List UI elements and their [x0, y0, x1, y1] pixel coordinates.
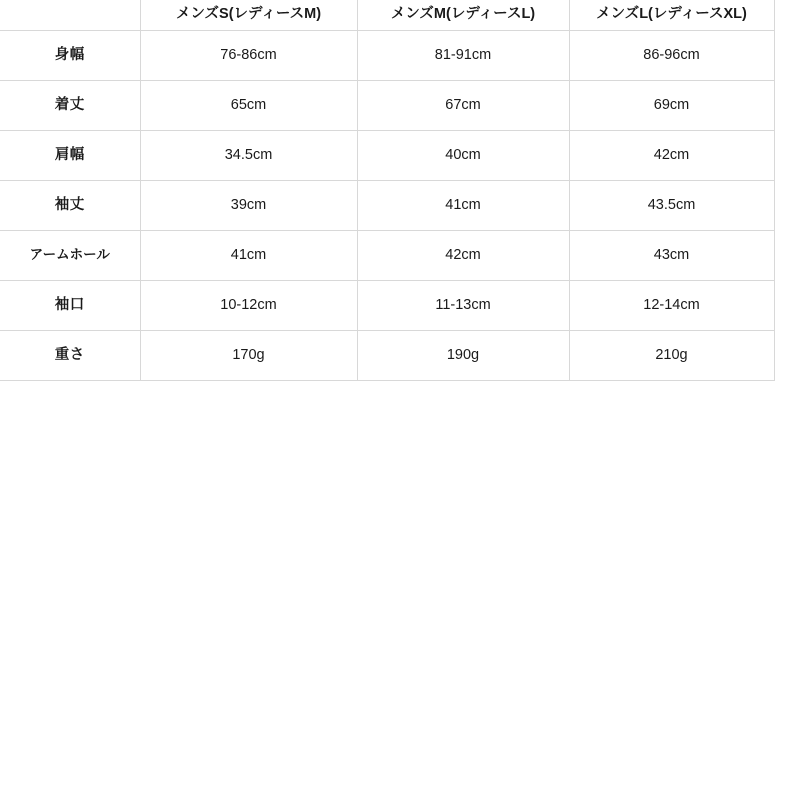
- table-row: [0, 181, 774, 231]
- cell-cuff-s: 10-12cm: [140, 281, 357, 331]
- column-header-mens-s: メンズS(レディースM): [140, 0, 357, 31]
- cell-length-m: 67cm: [357, 81, 569, 131]
- cell-weight-s: 170g: [140, 331, 357, 381]
- cell-shoulder-width-m: 40cm: [357, 131, 569, 181]
- cell-body-width-s: 76-86cm: [140, 31, 357, 81]
- table-row: [0, 81, 774, 131]
- table-row: [0, 281, 774, 331]
- table-header-row: [0, 0, 774, 31]
- size-chart-table: [0, 0, 775, 381]
- cell-armhole-m: 42cm: [357, 231, 569, 281]
- row-header-weight: 重さ: [0, 331, 140, 381]
- table-row: [0, 31, 774, 81]
- table-corner-cell: [0, 0, 140, 31]
- cell-armhole-s: 41cm: [140, 231, 357, 281]
- cell-body-width-m: 81-91cm: [357, 31, 569, 81]
- cell-weight-m: 190g: [357, 331, 569, 381]
- row-header-armhole: アームホール: [0, 231, 140, 281]
- column-header-mens-m: メンズM(レディースL): [357, 0, 569, 31]
- table-row: [0, 231, 774, 281]
- cell-length-l: 69cm: [569, 81, 774, 131]
- row-header-length: 着丈: [0, 81, 140, 131]
- cell-armhole-l: 43cm: [569, 231, 774, 281]
- cell-sleeve-length-l: 43.5cm: [569, 181, 774, 231]
- table-row: [0, 131, 774, 181]
- cell-body-width-l: 86-96cm: [569, 31, 774, 81]
- cell-cuff-m: 11-13cm: [357, 281, 569, 331]
- cell-length-s: 65cm: [140, 81, 357, 131]
- cell-shoulder-width-s: 34.5cm: [140, 131, 357, 181]
- table-body: [0, 31, 774, 381]
- row-header-cuff: 袖口: [0, 281, 140, 331]
- table-row: [0, 331, 774, 381]
- table-header: [0, 0, 774, 31]
- row-header-sleeve-length: 袖丈: [0, 181, 140, 231]
- row-header-body-width: 身幅: [0, 31, 140, 81]
- cell-sleeve-length-s: 39cm: [140, 181, 357, 231]
- row-header-shoulder-width: 肩幅: [0, 131, 140, 181]
- column-header-mens-l: メンズL(レディースXL): [569, 0, 774, 31]
- cell-cuff-l: 12-14cm: [569, 281, 774, 331]
- cell-shoulder-width-l: 42cm: [569, 131, 774, 181]
- cell-sleeve-length-m: 41cm: [357, 181, 569, 231]
- cell-weight-l: 210g: [569, 331, 774, 381]
